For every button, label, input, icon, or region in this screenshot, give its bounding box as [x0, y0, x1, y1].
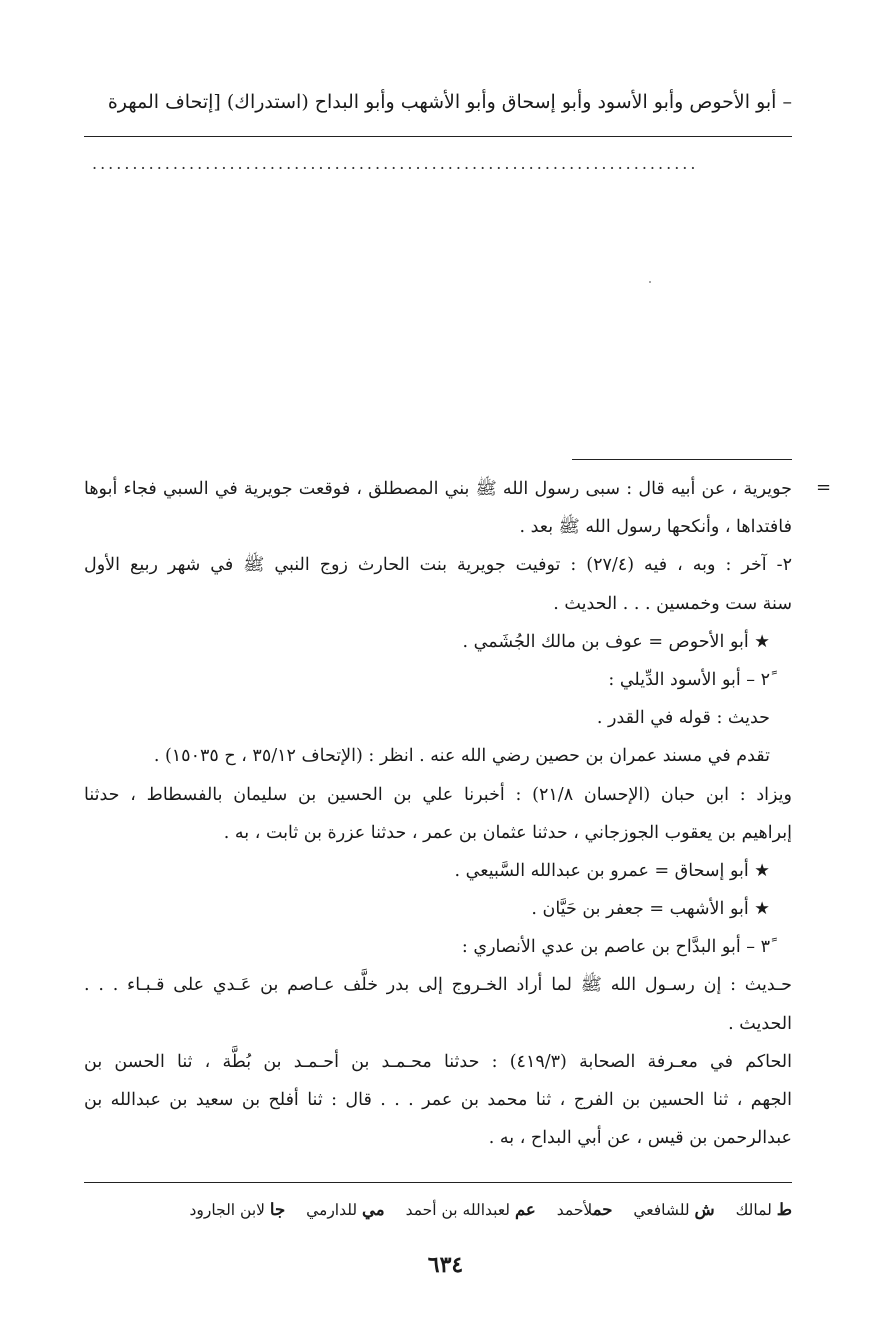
text-line: حـديث : إن رسـول الله ﷺ لما أراد الخـروج إلى بدر خلَّف عـاصم بن عَـدي على قـبـاء . . . [84, 975, 792, 996]
narrator-heading: ٢ً – أبو الأسود الدِّيلي : [608, 669, 770, 690]
abbrev-label: للشافعي [633, 1201, 690, 1219]
text-line: سنة ست وخمسين . . . الحديث . [553, 593, 792, 614]
running-header: – أبو الأحوص وأبو الأسود وأبو إسحاق وأبو الأشهب وأبو البداح (استدراك) [إتحاف المهرة [107, 91, 792, 113]
continuation-mark: = [816, 477, 832, 498]
narrator-entry: ★ أبو الأحوص = عوف بن مالك الجُشَمي . [462, 631, 770, 652]
abbrev-label: لمالك [735, 1201, 772, 1219]
text-line: جويرية ، عن أبيه قال : سبى رسول الله ﷺ بني المصطلق ، فوقعت جويرية في السبي فجاء أبوها [84, 479, 792, 499]
text-line: تقدم في مسند عمران بن حصين رضي الله عنه . انظر : (الإتحاف ٣٥/١٢ ، ح ١٥٠٣٥) . [153, 746, 770, 767]
narrator-heading: ٣ً – أبو البدَّاح بن عاصم بن عدي الأنصاري : [461, 937, 770, 958]
abbrev-code: مي [362, 1200, 385, 1219]
abbrev-label: لابن الجارود [189, 1201, 265, 1219]
text-line: عبدالرحمن بن قيس ، عن أبي البداح ، به . [488, 1128, 792, 1149]
text-line: ٢- آخر : وبه ، فيه (٢٧/٤) : توفيت جويرية بنت الحارث زوج النبي ﷺ في شهر ربيع الأول [84, 555, 792, 576]
abbreviations-rule [84, 1182, 792, 1183]
text-line: الحديث . [728, 1013, 792, 1034]
abbrev-code: عم [514, 1200, 536, 1219]
abbreviations-key [84, 1195, 792, 1225]
abbrev-label: للدارمي [306, 1201, 358, 1219]
narrator-entry: ★ أبو إسحاق = عمرو بن عبدالله السَّبيعي . [454, 860, 770, 881]
text-line: الجهم ، ثنا الحسين بن الفرج ، ثنا محمد بن عمر . . . قال : ثنا أفلح بن سعيد بن عبدالله بن [84, 1090, 792, 1110]
scan-speck [649, 281, 651, 283]
abbrev-code: ش [694, 1200, 715, 1219]
separator-dots: ........................................................................... [92, 154, 699, 173]
abbrev-label: لأحمد [556, 1201, 593, 1219]
text-line: ويزاد : ابن حبان (الإحسان ٢١/٨) : أخبرنا علي بن الحسين بن سليمان بالفسطاط ، حدثنا [84, 784, 792, 805]
main-text [84, 470, 792, 1157]
narrator-entry: ★ أبو الأشهب = جعفر بن حَيَّان . [531, 899, 770, 920]
text-line: إبراهيم بن يعقوب الجوزجاني ، حدثنا عثمان بن عمر ، حدثنا عزرة بن ثابت ، به . [223, 822, 792, 843]
abbrev-code: جا [269, 1200, 286, 1219]
text-line: الحاكم في معـرفة الصحابة (٤١٩/٣) : حدثنا محـمـد بن أحـمـد بن بُطَّة ، ثنا الحسن بن [84, 1051, 792, 1072]
abbrev-code: حم [592, 1200, 613, 1219]
abbrev-code: ط [776, 1200, 792, 1219]
abbrev-label: لعبدالله بن أحمد [405, 1201, 511, 1219]
footnote-rule [572, 459, 792, 460]
header-rule [84, 136, 792, 137]
text-line: حديث : قوله في القدر . [596, 708, 770, 729]
page-number: ٦٣٤ [427, 1252, 464, 1278]
text-line: فافتداها ، وأنكحها رسول الله ﷺ بعد . [519, 517, 792, 538]
